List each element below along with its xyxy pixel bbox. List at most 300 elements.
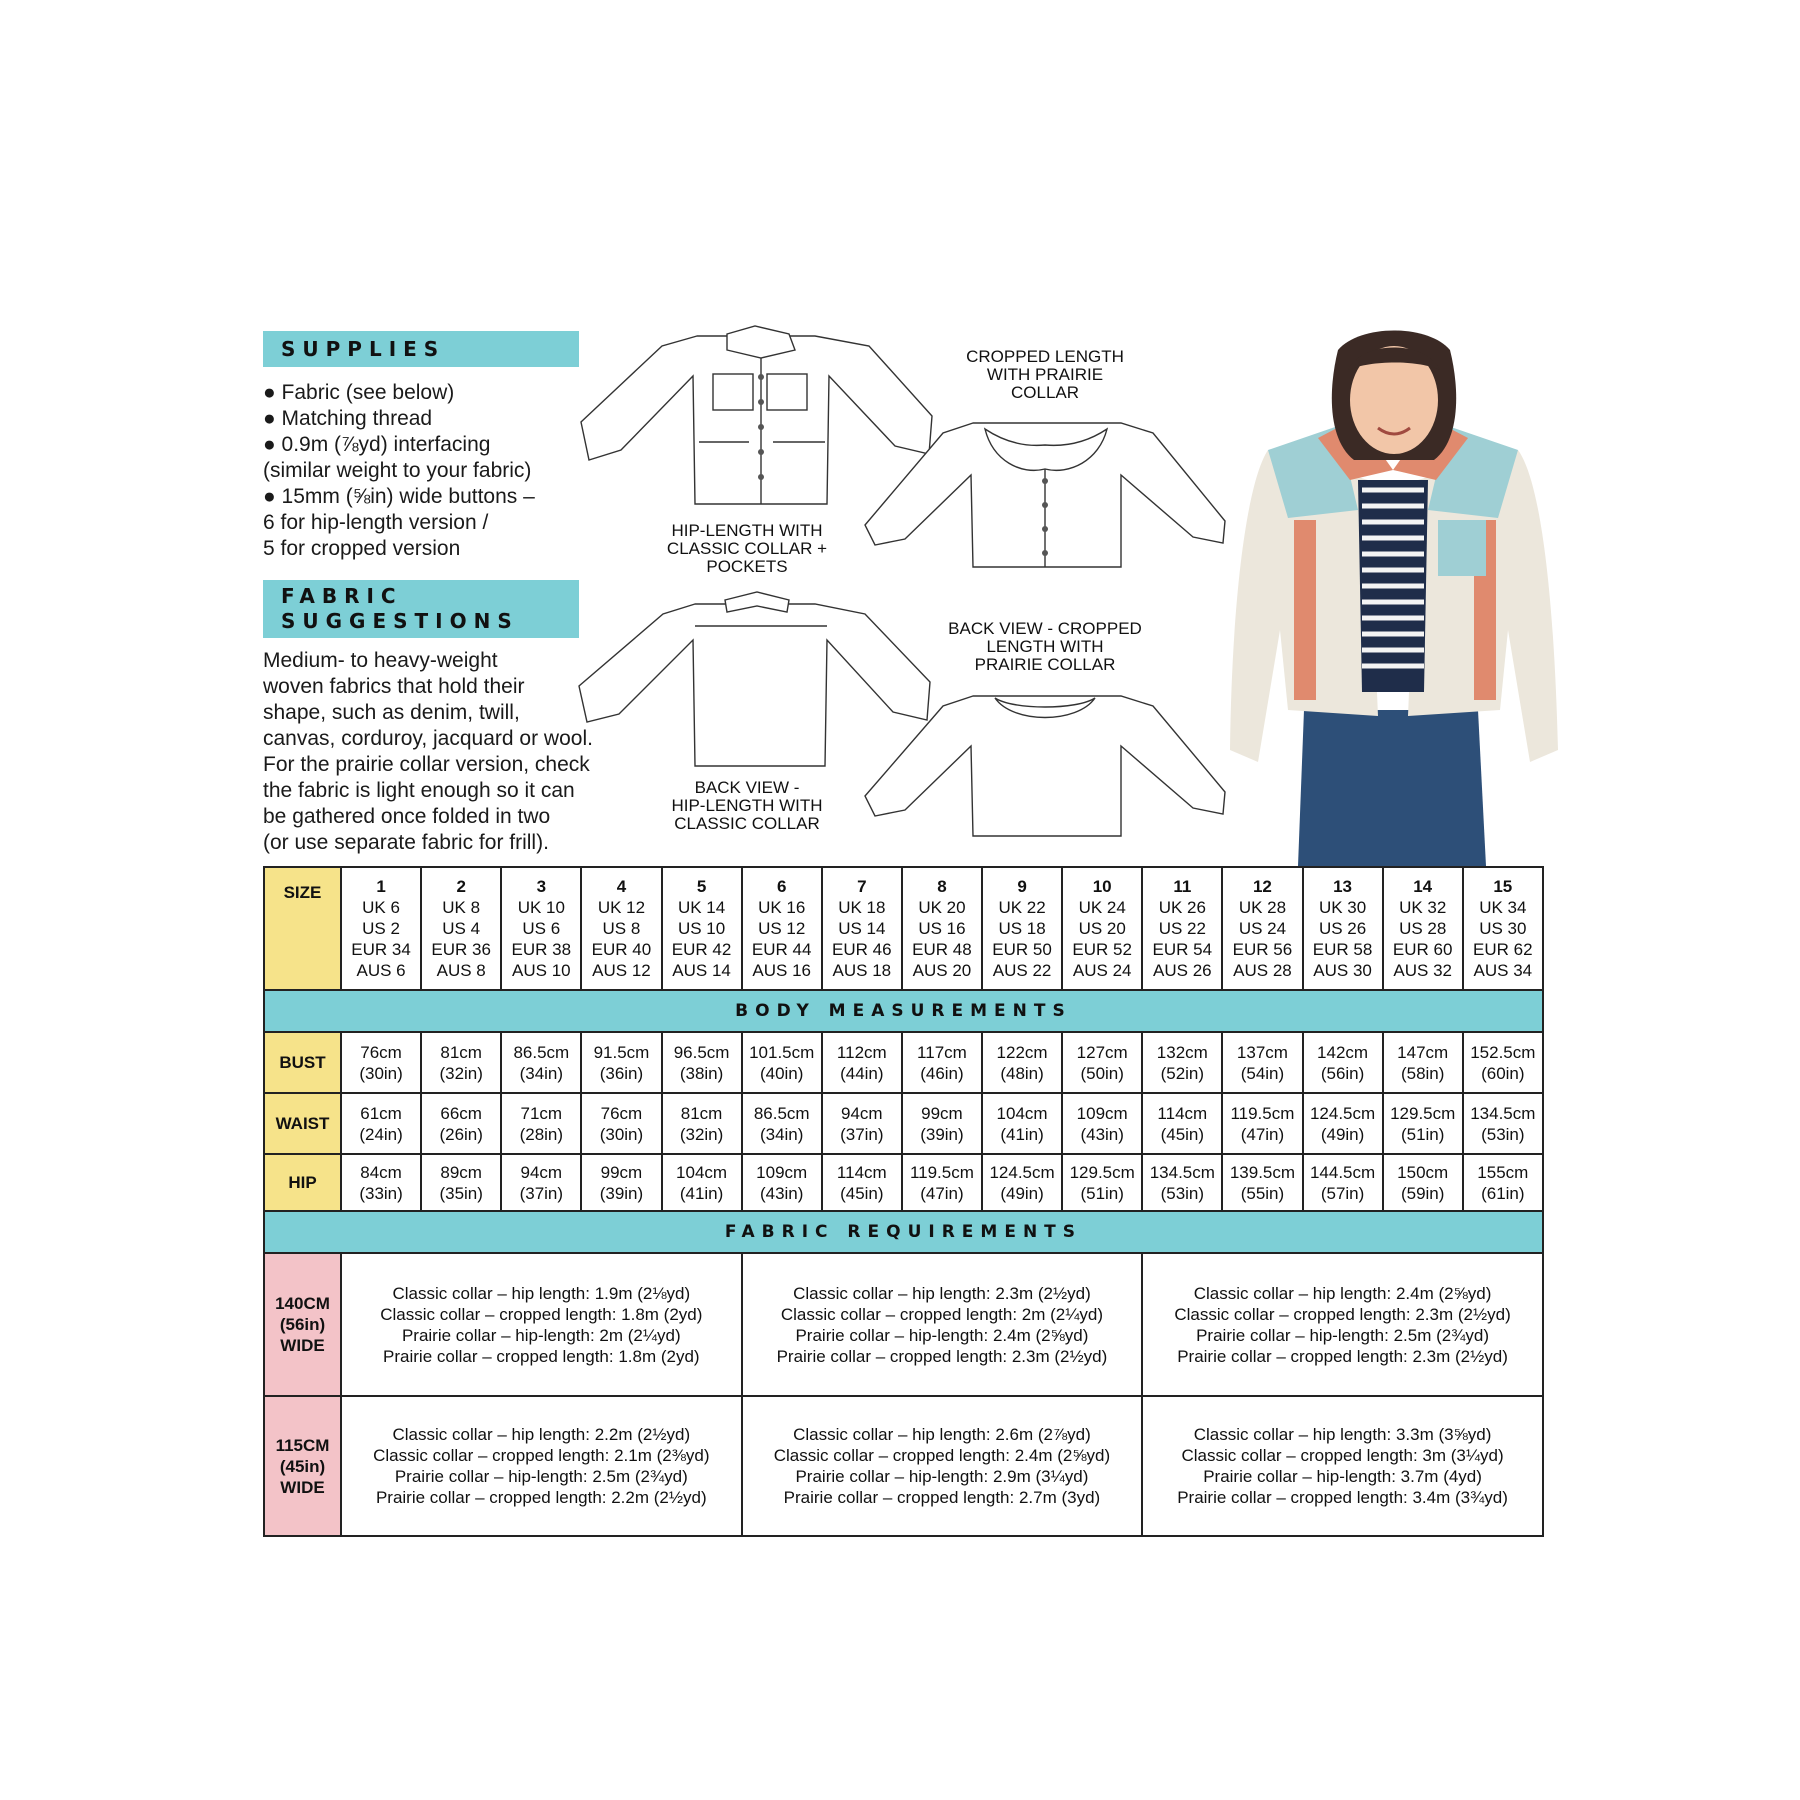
cm-value: 129.5cm (1069, 1162, 1135, 1182)
hip-cell (822, 1154, 902, 1211)
size-uk: UK 20 (918, 898, 966, 917)
size-uk: UK 6 (362, 898, 400, 917)
cm-value: 104cm (676, 1162, 728, 1182)
size-number: 5 (696, 877, 707, 896)
fabric-row-115cm (264, 1396, 1543, 1536)
requirement-line: Prairie collar – cropped length: 2.7m (3yd) (783, 1488, 1101, 1507)
supplies-line: ● Matching thread (263, 407, 433, 430)
caption-line: POCKETS (706, 557, 788, 576)
fabric-suggestions-line: canvas, corduroy, jacquard or wool. (263, 727, 593, 750)
size-number: 14 (1413, 877, 1433, 896)
requirement-line: Classic collar – hip length: 1.9m (2⅛yd) (392, 1283, 691, 1303)
width-label-line: (56in) (279, 1315, 326, 1334)
cm-value: 91.5cm (593, 1042, 650, 1062)
size-number: 15 (1493, 877, 1513, 896)
size-uk: UK 14 (677, 898, 726, 917)
fabric-suggestions-line: shape, such as denim, twill, (263, 701, 520, 724)
bust-cell (662, 1032, 742, 1093)
in-value: (51in) (1080, 1183, 1124, 1203)
size-eur: EUR 62 (1473, 940, 1533, 959)
requirement-line: Prairie collar – hip-length: 2m (2¼yd) (401, 1325, 681, 1345)
requirement-line: Classic collar – hip length: 2.4m (2⅝yd) (1193, 1283, 1492, 1303)
bust-cell (1222, 1032, 1302, 1093)
cm-value: 76cm (360, 1042, 402, 1062)
caption-line: HIP-LENGTH WITH (671, 521, 823, 540)
hip-cell (581, 1154, 661, 1211)
requirement-line: Prairie collar – hip-length: 2.5m (2¾yd) (1196, 1325, 1490, 1345)
in-value: (44in) (840, 1063, 884, 1083)
supplies-line: 5 for cropped version (263, 537, 461, 560)
size-us: US 26 (1318, 919, 1367, 938)
requirement-line: Prairie collar – hip-length: 2.9m (3¼yd) (795, 1467, 1089, 1486)
size-us: US 24 (1238, 919, 1287, 938)
fabric-requirement-cell (341, 1396, 742, 1536)
size-us: US 16 (918, 919, 966, 938)
cm-value: 137cm (1236, 1042, 1288, 1062)
requirement-line: Prairie collar – cropped length: 3.4m (3¾yd) (1177, 1488, 1508, 1507)
size-aus: AUS 30 (1313, 961, 1372, 980)
in-value: (49in) (1000, 1183, 1044, 1203)
size-us: US 20 (1078, 919, 1126, 938)
requirement-line: Prairie collar – cropped length: 2.3m (2½yd) (1177, 1346, 1508, 1366)
model-photo (1228, 330, 1560, 866)
caption-line: BACK VIEW - (694, 778, 800, 797)
size-us: US 8 (602, 919, 641, 938)
cm-value: 112cm (836, 1042, 887, 1062)
size-number: 6 (776, 877, 787, 896)
in-value: (57in) (1320, 1183, 1365, 1203)
cm-value: 129.5cm (1390, 1103, 1456, 1123)
width-label-line: WIDE (280, 1477, 325, 1497)
in-value: (37in) (840, 1124, 884, 1144)
cm-value: 144.5cm (1309, 1162, 1376, 1182)
size-uk: UK 8 (442, 898, 481, 917)
size-eur: EUR 42 (671, 940, 732, 959)
supplies-heading: SUPPLIES (263, 331, 579, 367)
in-value: (60in) (1481, 1063, 1525, 1083)
requirement-line: Classic collar – cropped length: 2.3m (2½yd) (1174, 1304, 1511, 1324)
size-us: US 12 (758, 919, 806, 938)
fabric-requirement-cell (1142, 1396, 1543, 1536)
supplies-line: ● 15mm (⅝in) wide buttons – (263, 485, 535, 508)
in-value: (53in) (1481, 1124, 1525, 1144)
waist-cell (662, 1093, 742, 1154)
cm-value: 101.5cm (749, 1042, 815, 1062)
cm-value: 127cm (1076, 1042, 1128, 1062)
cropped-front-sketch (863, 415, 1228, 575)
cm-value: 147cm (1397, 1042, 1449, 1062)
body-measurements-heading: BODY MEASUREMENTS (264, 990, 1543, 1032)
width-label-140cm (264, 1253, 341, 1396)
fabric-suggestions-line: For the prairie collar version, check (263, 753, 590, 776)
size-eur: EUR 44 (751, 940, 812, 959)
cm-value: 114cm (1157, 1103, 1208, 1123)
cm-value: 76cm (600, 1103, 643, 1123)
size-cell (822, 867, 902, 990)
hip-cell (1222, 1154, 1302, 1211)
size-cell (1303, 867, 1383, 990)
size-aus: AUS 18 (832, 961, 892, 980)
bust-cell (742, 1032, 822, 1093)
bust-cell (1142, 1032, 1222, 1093)
bust-label: BUST (264, 1032, 341, 1093)
hip-length-back-caption (637, 779, 857, 833)
cm-value: 109cm (1076, 1103, 1128, 1123)
size-aus: AUS 8 (436, 961, 486, 980)
size-uk: UK 26 (1158, 898, 1206, 917)
fabric-suggestions-heading (263, 580, 579, 638)
size-uk: UK 28 (1238, 898, 1287, 917)
size-number: 8 (937, 877, 947, 896)
fabric-requirement-cell (341, 1253, 742, 1396)
caption-line: BACK VIEW - CROPPED (948, 619, 1142, 638)
size-us: US 4 (442, 919, 481, 938)
in-value: (41in) (679, 1183, 724, 1203)
cm-value: 81cm (680, 1103, 723, 1123)
size-eur: EUR 40 (591, 940, 652, 959)
waist-cell (822, 1093, 902, 1154)
requirement-line: Prairie collar – hip-length: 2.4m (2⅝yd) (795, 1325, 1089, 1345)
size-us: US 28 (1399, 919, 1447, 938)
hip-length-front-caption (637, 522, 857, 576)
bust-cell (1062, 1032, 1142, 1093)
size-number: 12 (1252, 877, 1272, 896)
requirement-line: Prairie collar – hip-length: 3.7m (4yd) (1203, 1467, 1482, 1486)
requirement-line: Classic collar – cropped length: 2m (2¼yd) (780, 1304, 1104, 1324)
size-us: US 10 (677, 919, 726, 938)
in-value: (45in) (840, 1183, 884, 1203)
in-value: (24in) (359, 1124, 403, 1144)
supplies-list (263, 380, 535, 562)
waist-cell (982, 1093, 1062, 1154)
waist-cell (1463, 1093, 1543, 1154)
size-cell (1222, 867, 1302, 990)
in-value: (61in) (1481, 1183, 1525, 1203)
in-value: (41in) (1000, 1124, 1044, 1144)
requirement-line: Classic collar – hip length: 2.6m (2⅞yd) (793, 1425, 1091, 1444)
bust-cell (501, 1032, 581, 1093)
in-value: (35in) (439, 1183, 483, 1203)
fabric-suggestions-line: the fabric is light enough so it can (263, 779, 575, 802)
bust-cell (341, 1032, 421, 1093)
size-eur: EUR 48 (912, 940, 972, 959)
width-label-115cm (264, 1396, 341, 1536)
in-value: (51in) (1400, 1124, 1445, 1144)
size-us: US 18 (998, 919, 1046, 938)
cm-value: 114cm (836, 1162, 887, 1182)
size-number: 2 (456, 877, 466, 896)
size-chart-table (263, 866, 1544, 1537)
bust-cell (581, 1032, 661, 1093)
size-aus: AUS 34 (1473, 961, 1533, 980)
caption-line: HIP-LENGTH WITH (671, 796, 823, 815)
size-aus: AUS 6 (356, 961, 406, 980)
caption-line: CROPPED LENGTH (966, 347, 1124, 366)
requirement-line: Prairie collar – cropped length: 2.2m (2½yd) (375, 1488, 707, 1507)
size-eur: EUR 36 (431, 940, 491, 959)
hip-row (264, 1154, 1543, 1211)
cm-value: 86.5cm (513, 1042, 570, 1062)
cm-value: 66cm (440, 1103, 482, 1123)
in-value: (38in) (679, 1063, 724, 1083)
size-aus: AUS 24 (1072, 961, 1132, 980)
fabric-suggestions-heading-line: SUGGESTIONS (281, 609, 519, 633)
bust-row (264, 1032, 1543, 1093)
cm-value: 81cm (440, 1042, 482, 1062)
in-value: (32in) (439, 1063, 483, 1083)
size-cell (902, 867, 982, 990)
cm-value: 94cm (841, 1103, 883, 1123)
hip-cell (982, 1154, 1062, 1211)
size-eur: EUR 60 (1392, 940, 1453, 959)
in-value: (30in) (599, 1124, 644, 1144)
size-cell (662, 867, 742, 990)
waist-cell (421, 1093, 501, 1154)
fabric-row-140cm (264, 1253, 1543, 1396)
fabric-suggestions-line: (or use separate fabric for frill). (263, 831, 549, 854)
size-aus: AUS 20 (912, 961, 972, 980)
in-value: (30in) (359, 1063, 403, 1083)
cm-value: 104cm (996, 1103, 1048, 1123)
size-us: US 6 (522, 919, 561, 938)
in-value: (34in) (519, 1063, 564, 1083)
supplies-line: 6 for hip-length version / (263, 511, 489, 534)
fabric-suggestions-line: woven fabrics that hold their (263, 675, 525, 698)
hip-label: HIP (264, 1154, 341, 1211)
in-value: (52in) (1160, 1063, 1205, 1083)
hip-cell (341, 1154, 421, 1211)
size-uk: UK 30 (1318, 898, 1367, 917)
in-value: (50in) (1080, 1063, 1124, 1083)
requirement-line: Classic collar – cropped length: 2.4m (2⅝yd) (773, 1446, 1111, 1465)
size-cell (421, 867, 501, 990)
cm-value: 155cm (1477, 1162, 1529, 1182)
size-aus: AUS 26 (1153, 961, 1212, 980)
cropped-front-caption (940, 348, 1150, 402)
bust-cell (1383, 1032, 1463, 1093)
size-aus: AUS 16 (752, 961, 811, 980)
cm-value: 71cm (520, 1103, 563, 1123)
fabric-requirement-cell (742, 1396, 1143, 1536)
size-number: 4 (616, 877, 627, 896)
hip-cell (1463, 1154, 1543, 1211)
caption-line: PRAIRIE COLLAR (974, 655, 1116, 674)
requirement-line: Prairie collar – cropped length: 2.3m (2½yd) (776, 1346, 1108, 1366)
waist-cell (1222, 1093, 1302, 1154)
size-eur: EUR 54 (1152, 940, 1213, 959)
size-cell (1062, 867, 1142, 990)
caption-line: COLLAR (1010, 383, 1080, 402)
caption-line: CLASSIC COLLAR + (666, 539, 828, 558)
in-value: (32in) (679, 1124, 724, 1144)
in-value: (48in) (1000, 1063, 1044, 1083)
supplies-line: ● 0.9m (⅞yd) interfacing (263, 433, 491, 456)
cm-value: 150cm (1397, 1162, 1449, 1182)
in-value: (34in) (759, 1124, 804, 1144)
size-us: US 30 (1479, 919, 1527, 938)
size-cell (501, 867, 581, 990)
waist-cell (1303, 1093, 1383, 1154)
waist-row (264, 1093, 1543, 1154)
size-eur: EUR 56 (1232, 940, 1293, 959)
in-value: (58in) (1400, 1063, 1445, 1083)
in-value: (37in) (519, 1183, 564, 1203)
fabric-suggestions-line: Medium- to heavy-weight (263, 649, 498, 672)
waist-cell (341, 1093, 421, 1154)
cm-value: 124.5cm (1309, 1103, 1376, 1123)
in-value: (47in) (1240, 1124, 1285, 1144)
in-value: (56in) (1320, 1063, 1365, 1083)
size-number: 3 (536, 877, 547, 896)
size-uk: UK 32 (1399, 898, 1447, 917)
bust-cell (822, 1032, 902, 1093)
cm-value: 109cm (756, 1162, 808, 1182)
hip-cell (421, 1154, 501, 1211)
in-value: (45in) (1160, 1124, 1205, 1144)
requirement-line: Classic collar – hip length: 2.2m (2½yd) (392, 1425, 691, 1444)
size-aus: AUS 12 (592, 961, 651, 980)
size-us: US 2 (362, 919, 400, 938)
in-value: (43in) (1080, 1124, 1124, 1144)
fabric-requirements-heading: FABRIC REQUIREMENTS (264, 1211, 1543, 1253)
caption-line: WITH PRAIRIE (986, 365, 1104, 384)
size-uk: UK 18 (838, 898, 886, 917)
size-number: 7 (857, 877, 867, 896)
size-eur: EUR 52 (1072, 940, 1132, 959)
in-value: (55in) (1240, 1183, 1285, 1203)
in-value: (46in) (920, 1063, 964, 1083)
size-eur: EUR 38 (511, 940, 572, 959)
cm-value: 117cm (917, 1042, 967, 1062)
width-label-line: WIDE (280, 1336, 325, 1355)
size-uk: UK 12 (597, 898, 646, 917)
size-eur: EUR 34 (351, 940, 411, 959)
requirement-line: Prairie collar – hip-length: 2.5m (2¾yd) (394, 1467, 688, 1486)
size-number: 10 (1092, 877, 1112, 896)
size-aus: AUS 32 (1393, 961, 1452, 980)
in-value: (43in) (759, 1183, 804, 1203)
cm-value: 119.5cm (1230, 1103, 1295, 1123)
in-value: (26in) (439, 1124, 483, 1144)
size-eur: EUR 46 (832, 940, 892, 959)
fabric-suggestions-line: be gathered once folded in two (263, 805, 551, 828)
in-value: (53in) (1160, 1183, 1205, 1203)
bust-cell (421, 1032, 501, 1093)
cm-value: 119.5cm (909, 1162, 974, 1182)
cm-value: 99cm (600, 1162, 643, 1182)
width-label-line: 115CM (275, 1435, 330, 1455)
size-aus: AUS 10 (512, 961, 571, 980)
cm-value: 134.5cm (1149, 1162, 1215, 1182)
hip-cell (742, 1154, 822, 1211)
cm-value: 139.5cm (1229, 1162, 1296, 1182)
cm-value: 94cm (520, 1162, 563, 1182)
waist-cell (581, 1093, 661, 1154)
size-uk: UK 24 (1078, 898, 1126, 917)
size-number: 1 (376, 877, 386, 896)
size-uk: UK 10 (517, 898, 565, 917)
size-number: 9 (1017, 877, 1027, 896)
fabric-requirement-cell (742, 1253, 1143, 1396)
in-value: (49in) (1320, 1124, 1365, 1144)
bust-cell (1463, 1032, 1543, 1093)
size-cell (1142, 867, 1222, 990)
cm-value: 134.5cm (1470, 1103, 1536, 1123)
fabric-suggestions-heading-line: FABRIC (281, 584, 403, 608)
hip-cell (902, 1154, 982, 1211)
size-uk: UK 22 (998, 898, 1046, 917)
hip-cell (501, 1154, 581, 1211)
requirement-line: Classic collar – cropped length: 2.1m (2⅜yd) (373, 1446, 710, 1465)
in-value: (39in) (599, 1183, 644, 1203)
waist-cell (742, 1093, 822, 1154)
cm-value: 124.5cm (989, 1162, 1055, 1182)
in-value: (40in) (759, 1063, 804, 1083)
size-cell (742, 867, 822, 990)
bust-cell (902, 1032, 982, 1093)
cm-value: 152.5cm (1470, 1042, 1536, 1062)
size-uk: UK 16 (758, 898, 806, 917)
hip-cell (1303, 1154, 1383, 1211)
cm-value: 142cm (1317, 1042, 1369, 1062)
requirement-line: Classic collar – cropped length: 3m (3¼yd) (1181, 1446, 1504, 1465)
in-value: (54in) (1240, 1063, 1285, 1083)
hip-cell (1062, 1154, 1142, 1211)
width-label-line: (45in) (279, 1456, 326, 1476)
size-us: US 22 (1158, 919, 1206, 938)
in-value: (59in) (1400, 1183, 1445, 1203)
in-value: (33in) (359, 1183, 403, 1203)
in-value: (47in) (920, 1183, 964, 1203)
size-cell (1383, 867, 1463, 990)
hip-cell (662, 1154, 742, 1211)
waist-cell (1062, 1093, 1142, 1154)
cropped-back-caption (925, 620, 1165, 674)
hip-cell (1383, 1154, 1463, 1211)
size-cell (341, 867, 421, 990)
bust-cell (1303, 1032, 1383, 1093)
in-value: (36in) (599, 1063, 644, 1083)
hip-cell (1142, 1154, 1222, 1211)
width-label-line: 140CM (275, 1294, 330, 1313)
fabric-suggestions-text (263, 648, 593, 856)
size-eur: EUR 50 (992, 940, 1052, 959)
size-uk: UK 34 (1479, 898, 1527, 917)
requirement-line: Prairie collar – cropped length: 1.8m (2yd) (383, 1346, 700, 1366)
waist-cell (1142, 1093, 1222, 1154)
in-value: (39in) (920, 1124, 964, 1144)
size-number: 13 (1333, 877, 1353, 896)
cm-value: 122cm (996, 1042, 1048, 1062)
cm-value: 86.5cm (753, 1103, 810, 1123)
size-number: 11 (1173, 877, 1192, 896)
waist-cell (501, 1093, 581, 1154)
requirement-line: Classic collar – hip length: 3.3m (3⅝yd) (1193, 1425, 1492, 1444)
size-cell (581, 867, 661, 990)
cm-value: 132cm (1156, 1042, 1208, 1062)
size-aus: AUS 14 (672, 961, 731, 980)
caption-line: LENGTH WITH (986, 637, 1104, 656)
fabric-requirement-cell (1142, 1253, 1543, 1396)
cm-value: 61cm (360, 1103, 402, 1123)
supplies-line: (similar weight to your fabric) (263, 459, 532, 482)
waist-cell (1383, 1093, 1463, 1154)
bust-cell (982, 1032, 1062, 1093)
cm-value: 99cm (921, 1103, 963, 1123)
cm-value: 96.5cm (673, 1042, 730, 1062)
caption-line: CLASSIC COLLAR (674, 814, 820, 833)
cm-value: 84cm (360, 1162, 402, 1182)
